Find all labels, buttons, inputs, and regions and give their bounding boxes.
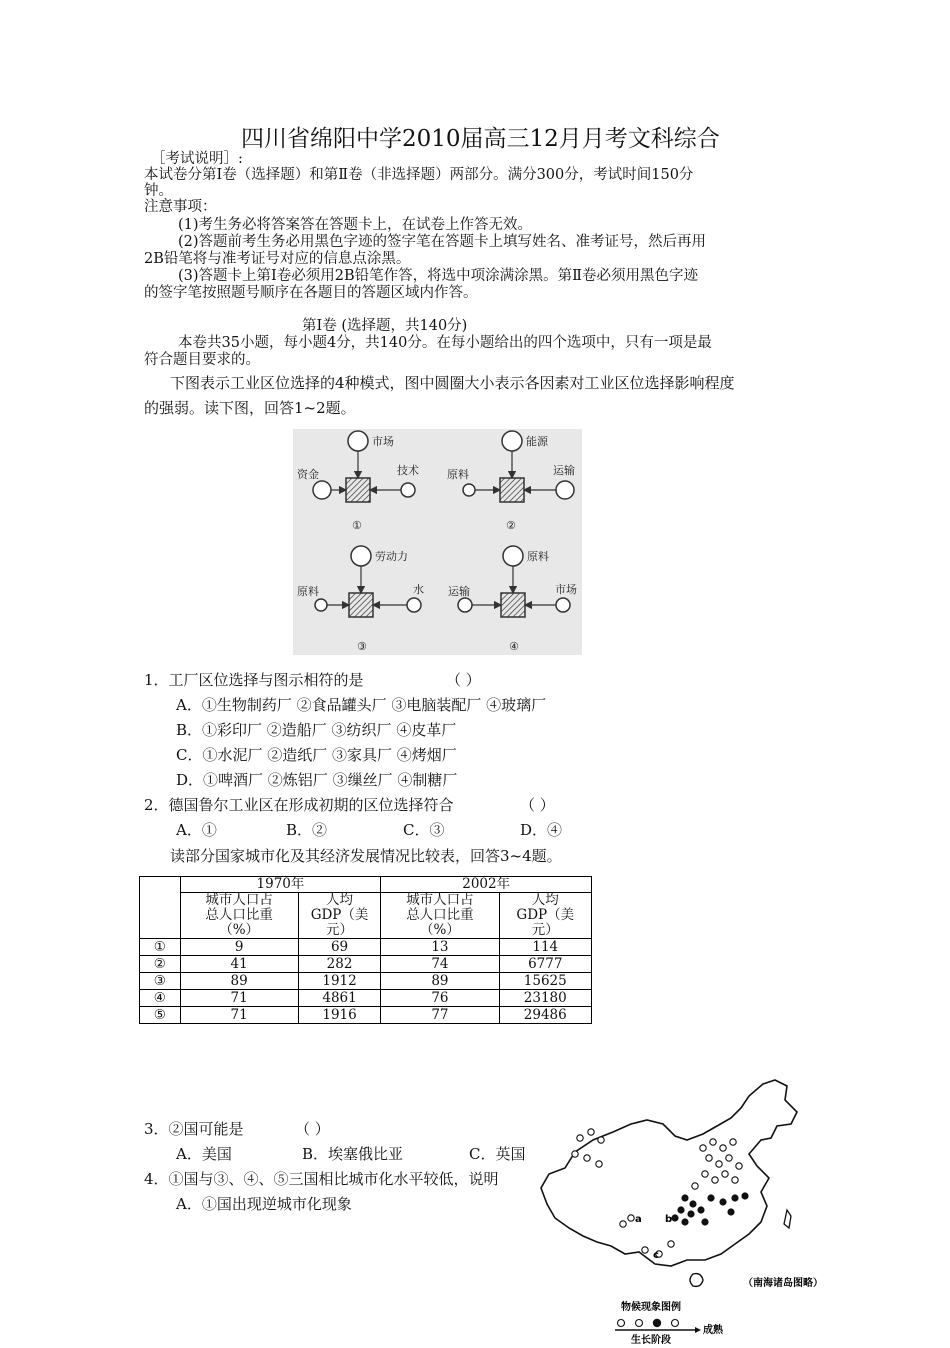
question-1-option-a: A．①生物制药厂 ②食品罐头厂 ③电脑装配厂 ④玻璃厂 [176, 696, 547, 714]
question-3-stem: 3．②国可能是 [144, 1120, 244, 1138]
instructions-heading: ［考试说明］: [151, 151, 243, 167]
question-2-option-d: D．④ [520, 821, 563, 839]
question-3-answer-paren: （ ） [295, 1120, 330, 1138]
section-heading: 第Ⅰ卷 (选择题，共140分) [302, 318, 468, 334]
question-1-option-c: C．①水泥厂 ②造纸厂 ③家具厂 ④烤烟厂 [176, 746, 457, 764]
map-label-a: a [635, 1214, 642, 1225]
note-2-cont: 2B铅笔将与准考证号对应的信息点涂黑。 [144, 251, 411, 267]
raw-material-circle [315, 599, 327, 611]
model-1-number: ① [352, 519, 362, 532]
figure-intro: 下图表示工业区位选择的4种模式，图中圆圈大小表示各因素对工业区位选择影响程度 [170, 374, 735, 392]
model-4-number: ④ [509, 640, 519, 653]
model-2-number: ② [506, 519, 516, 532]
map-label-c: c [653, 1250, 659, 1261]
model-3 [297, 546, 424, 653]
market-circle [348, 431, 368, 451]
notes-heading: 注意事项： [144, 199, 217, 215]
legend-mature: 成熟 [703, 1325, 723, 1336]
table-header-urban: 城市人口占 总人口比重 （%） [381, 893, 499, 939]
section-intro-cont: 符合题目要求的。 [144, 352, 260, 368]
labor-circle [351, 546, 371, 566]
technology-circle [401, 483, 415, 497]
table-header-year: 2002年 [381, 877, 592, 893]
china-phenology-map [535, 1078, 835, 1344]
model-4-top-label: 原料 [527, 550, 549, 563]
question-1-stem: 1．工厂区位选择与图示相符的是 [144, 671, 364, 689]
model-3-number: ③ [357, 640, 367, 653]
industrial-location-diagram [293, 429, 582, 655]
model-4-right-label: 市场 [555, 583, 577, 596]
question-4-option-a: A．①国出现逆城市化现象 [176, 1195, 352, 1213]
question-1-option-d: D．①啤酒厂 ②炼铝厂 ③缫丝厂 ④制糖厂 [176, 771, 458, 789]
model-2-left-label: 原料 [447, 468, 469, 481]
question-3-option-b: B．埃塞俄比亚 [302, 1145, 404, 1163]
table-header-urban: 城市人口占 总人口比重 （%） [180, 893, 298, 939]
model-2-right-label: 运输 [553, 464, 575, 477]
section-intro: 本卷共35小题，每小题4分，共140分。在每小题给出的四个选项中，只有一项是最 [178, 335, 712, 351]
question-2-option-c: C．③ [403, 821, 445, 839]
table-row: ③ 89 1912 89 15625 [140, 973, 592, 990]
map-label-b: b [665, 1214, 673, 1225]
capital-circle [313, 481, 331, 499]
question-1-option-b: B．①彩印厂 ②造船厂 ③纺织厂 ④皮革厂 [176, 721, 457, 739]
model-1-top-label: 市场 [372, 435, 394, 448]
note-3-cont: 的签字笔按照题号顺序在各题目的答题区域内作答。 [144, 285, 478, 301]
raw-material-circle [463, 484, 475, 496]
model-4 [448, 546, 577, 653]
model-3-top-label: 劳动力 [375, 550, 408, 563]
model-2-top-label: 能源 [526, 435, 548, 448]
energy-circle [502, 431, 522, 451]
hainan-island [690, 1274, 703, 1287]
question-1-answer-paren: （ ） [446, 671, 481, 689]
page-title: 四川省绵阳中学2010届高三12月月考文科综合 [241, 126, 720, 152]
model-1-left-label: 资金 [297, 468, 319, 481]
instructions-line: 本试卷分第Ⅰ卷（选择题）和第Ⅱ卷（非选择题）两部分。满分300分，考试时间150分 [144, 167, 694, 183]
table-row: ② 41 282 74 6777 [140, 956, 592, 973]
legend-stage: 生长阶段 [631, 1335, 671, 1344]
model-2 [447, 431, 575, 532]
model-3-right-label: 水 [413, 583, 424, 596]
table-row: ④ 71 4861 76 23180 [140, 990, 592, 1007]
transport-circle [458, 598, 472, 612]
question-3-option-c: C．英国 [469, 1145, 526, 1163]
question-2-stem: 2．德国鲁尔工业区在形成初期的区位选择符合 [144, 796, 454, 814]
question-4-stem: 4．①国与③、④、⑤三国相比城市化水平较低，说明 [144, 1170, 499, 1188]
model-1 [297, 431, 419, 532]
table-intro: 读部分国家城市化及其经济发展情况比较表，回答3~4题。 [170, 847, 562, 865]
china-outline [541, 1080, 797, 1266]
phenology-legend [615, 1300, 724, 1344]
model-3-left-label: 原料 [297, 585, 319, 598]
note-1: (1)考生务必将答案答在答题卡上，在试卷上作答无效。 [178, 217, 533, 233]
table-row: ⑤ 71 1916 77 29486 [140, 1007, 592, 1024]
table-row: ① 9 69 13 114 [140, 939, 592, 956]
instructions-line: 钟。 [144, 183, 173, 199]
question-3-option-a: A．美国 [176, 1145, 232, 1163]
water-circle [407, 598, 421, 612]
raw-material-circle [503, 546, 523, 566]
table-header-year: 1970年 [180, 877, 381, 893]
figure-intro-cont: 的强弱。读下图，回答1~2题。 [144, 399, 356, 417]
note-3: (3)答题卡上第Ⅰ卷必须用2B铅笔作答，将选中项涂满涂黑。第Ⅱ卷必须用黑色字迹 [178, 268, 699, 284]
question-2-option-b: B．② [286, 821, 328, 839]
question-2-answer-paren: （ ） [520, 796, 555, 814]
taiwan-island [784, 1210, 791, 1228]
urbanization-table [139, 876, 592, 1024]
model-4-left-label: 运输 [448, 585, 470, 598]
table-header-gdp: 人均 GDP（美 元） [499, 893, 591, 939]
factory-box [500, 478, 524, 502]
model-1-right-label: 技术 [397, 464, 419, 477]
note-2: (2)答题前考生务必用黑色字迹的签字笔在答题卡上填写姓名、准考证号，然后再用 [178, 234, 707, 250]
south-sea-note: （南海诸岛图略） [743, 1278, 823, 1289]
factory-box [346, 478, 370, 502]
transport-circle [556, 481, 574, 499]
market-circle [556, 598, 570, 612]
factory-box [501, 593, 525, 617]
question-2-option-a: A．① [176, 821, 217, 839]
table-corner [140, 877, 181, 939]
legend-title: 物候现象图例 [621, 1302, 681, 1313]
table-header-gdp: 人均 GDP（美 元） [298, 893, 381, 939]
factory-box [349, 593, 373, 617]
